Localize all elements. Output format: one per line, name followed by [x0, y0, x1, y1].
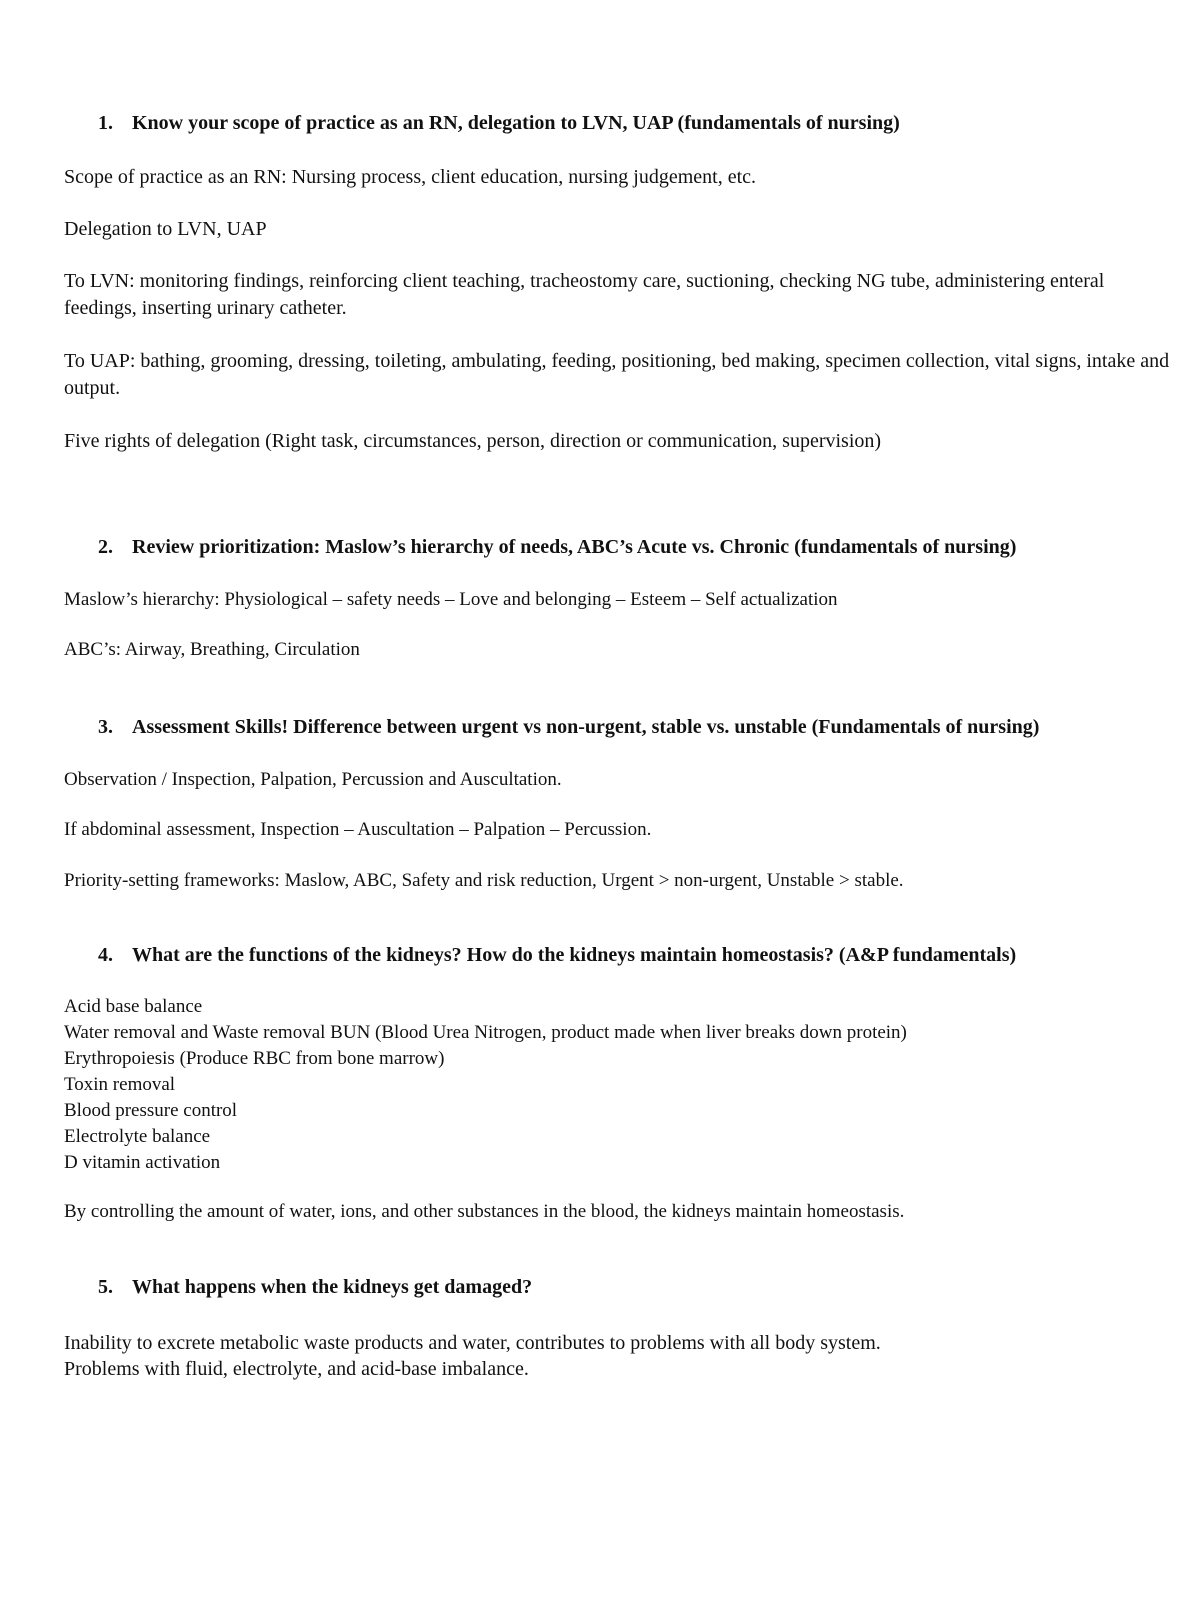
section-1-paragraph-2: Delegation to LVN, UAP — [64, 218, 267, 240]
section-3-paragraph-3: Priority-setting frameworks: Maslow, ABC, Safety and risk reduction, Urgent > non-urgent, Unstable > stable. — [64, 870, 904, 891]
section-3-heading — [98, 716, 1039, 739]
section-2-number: 2. — [98, 536, 113, 558]
section-5-number: 5. — [98, 1276, 113, 1298]
section-2-heading — [98, 536, 1016, 559]
kidney-functions-list — [64, 994, 907, 1176]
section-3-number: 3. — [98, 716, 113, 738]
section-3-paragraph-1: Observation / Inspection, Palpation, Percussion and Auscultation. — [64, 769, 562, 790]
list-item: D vitamin activation — [64, 1152, 221, 1173]
section-4-paragraph-1: By controlling the amount of water, ions, and other substances in the blood, the kidneys maintain homeostasis. — [64, 1201, 905, 1222]
list-item: Acid base balance — [64, 996, 203, 1017]
section-1-heading — [98, 112, 900, 135]
section-4-number: 4. — [98, 944, 113, 966]
kidney-damage-list — [64, 1330, 881, 1382]
list-item: Inability to excrete metabolic waste products and water, contributes to problems with all body system. — [64, 1332, 881, 1354]
section-1-title: Know your scope of practice as an RN, delegation to LVN, UAP (fundamentals of nursing) — [132, 112, 900, 134]
section-2-paragraph-2: ABC’s: Airway, Breathing, Circulation — [64, 639, 360, 660]
section-2-title: Review prioritization: Maslow’s hierarchy of needs, ABC’s Acute vs. Chronic (fundamentals of nursing) — [132, 536, 1017, 558]
list-item: Water removal and Waste removal BUN (Blood Urea Nitrogen, product made when liver breaks down protein) — [64, 1022, 907, 1043]
section-5-heading — [98, 1276, 532, 1299]
section-4-heading — [98, 944, 1016, 967]
list-item: Blood pressure control — [64, 1100, 238, 1121]
section-1-number: 1. — [98, 112, 113, 134]
section-3-title: Assessment Skills! Difference between urgent vs non-urgent, stable vs. unstable (Fundamentals of nursing) — [132, 716, 1040, 738]
list-item: Toxin removal — [64, 1074, 176, 1095]
list-item: Electrolyte balance — [64, 1126, 211, 1147]
section-1-paragraph-1: Scope of practice as an RN: Nursing process, client education, nursing judgement, etc. — [64, 166, 757, 188]
section-3-paragraph-2: If abdominal assessment, Inspection – Auscultation – Palpation – Percussion. — [64, 819, 652, 840]
section-5-title: What happens when the kidneys get damaged? — [132, 1276, 533, 1298]
section-2-paragraph-1: Maslow’s hierarchy: Physiological – safety needs – Love and belonging – Esteem – Self actualization — [64, 589, 838, 610]
section-4-title: What are the functions of the kidneys? How do the kidneys maintain homeostasis? (A&P fundamentals) — [132, 944, 1017, 966]
list-item: Erythropoiesis (Produce RBC from bone marrow) — [64, 1048, 445, 1069]
section-1-paragraph-4: To UAP: bathing, grooming, dressing, toileting, ambulating, feeding, positioning, bed making, specimen collection, vital signs, intake and output. — [64, 350, 1170, 399]
list-item: Problems with fluid, electrolyte, and acid-base imbalance. — [64, 1358, 529, 1380]
section-1-paragraph-5: Five rights of delegation (Right task, circumstances, person, direction or communication, supervision) — [64, 430, 882, 452]
section-1-paragraph-3: To LVN: monitoring findings, reinforcing client teaching, tracheostomy care, suctioning, checking NG tube, administering enteral feedings, inserting urinary catheter. — [64, 270, 1105, 319]
